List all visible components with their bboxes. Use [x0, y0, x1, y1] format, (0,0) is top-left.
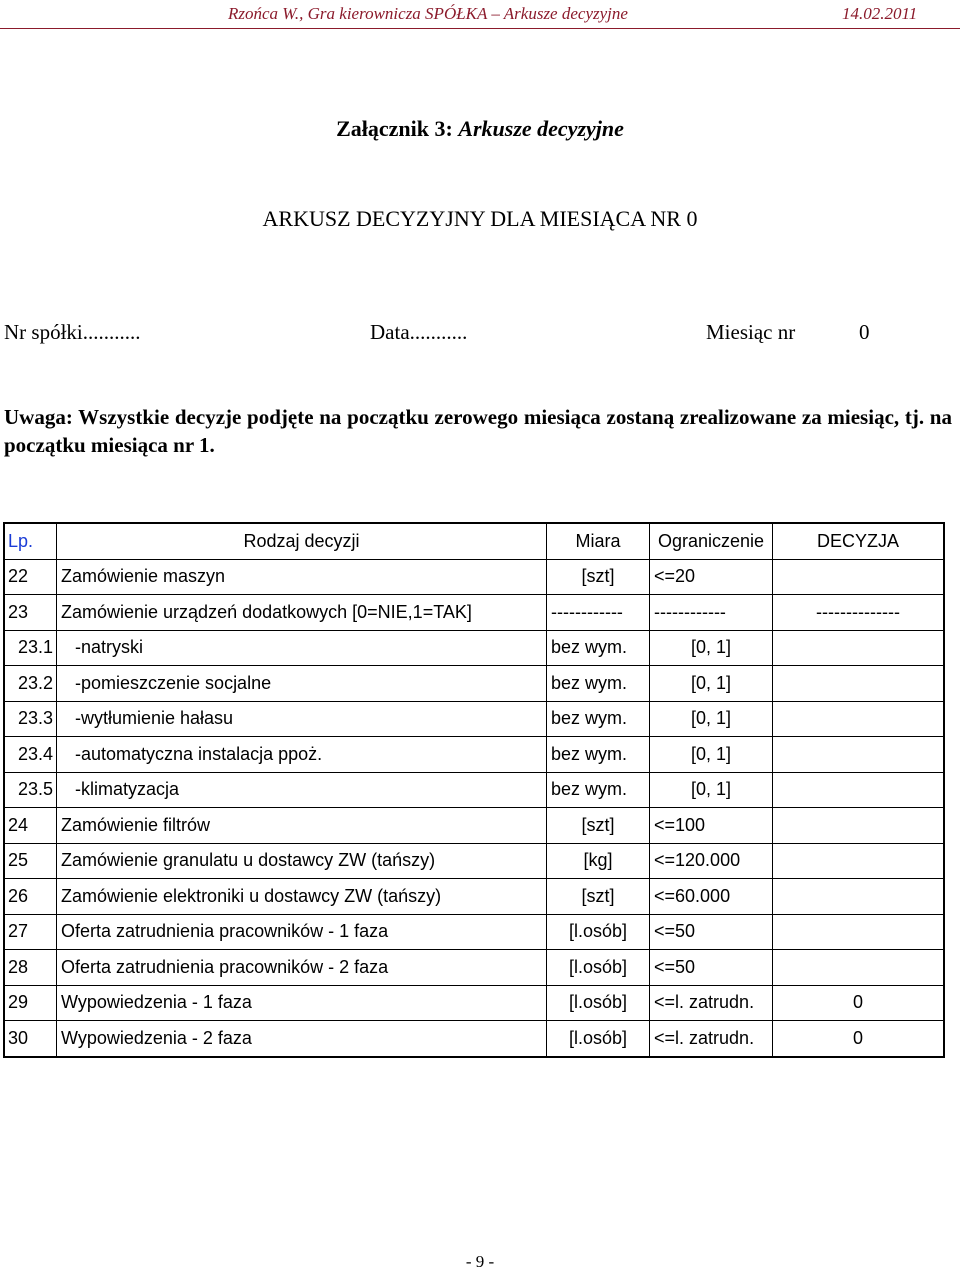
decision-table — [3, 522, 945, 1058]
row-unit: bez wym. — [547, 772, 650, 808]
row-decision-type: Wypowiedzenia - 1 faza — [57, 985, 547, 1021]
table-row — [4, 559, 944, 595]
row-limit: <=50 — [650, 950, 773, 986]
row-lp: 30 — [4, 1021, 57, 1057]
row-lp: 23.2 — [4, 666, 57, 702]
month-label: Miesiąc nr — [706, 320, 796, 344]
row-decision-type: Oferta zatrudnienia pracowników - 2 faza — [57, 950, 547, 986]
row-limit: <=120.000 — [650, 843, 773, 879]
table-row — [4, 879, 944, 915]
page-number: - 9 - — [465, 1252, 495, 1271]
row-unit: [kg] — [547, 843, 650, 879]
row-decision-cell[interactable] — [773, 737, 945, 773]
row-decision-cell[interactable]: -------------- — [773, 595, 945, 631]
row-decision-type: -natryski — [57, 630, 547, 666]
row-decision-type: Zamówienie granulatu u dostawcy ZW (tańszy) — [57, 843, 547, 879]
row-lp: 23 — [4, 595, 57, 631]
row-lp: 22 — [4, 559, 57, 595]
row-decision-cell[interactable] — [773, 666, 945, 702]
row-limit: <=20 — [650, 559, 773, 595]
running-header — [0, 4, 960, 26]
row-limit: [0, 1] — [650, 701, 773, 737]
table-row — [4, 737, 944, 773]
header-lp: Lp. — [4, 523, 57, 559]
row-unit: [szt] — [547, 559, 650, 595]
decision-table-body — [4, 523, 944, 1057]
row-unit: [l.osób] — [547, 950, 650, 986]
note-text: Uwaga: Wszystkie decyzje podjęte na początku zerowego miesiąca zostaną zrealizowane za miesiąc, tj. na początku miesiąca nr 1. — [4, 405, 952, 457]
row-decision-type: -pomieszczenie socjalne — [57, 666, 547, 702]
row-decision-type: -wytłumienie hałasu — [57, 701, 547, 737]
header-rule — [0, 28, 960, 29]
sheet-title: ARKUSZ DECYZYJNY DLA MIESIĄCA NR 0 — [262, 206, 698, 231]
table-row — [4, 630, 944, 666]
row-unit: bez wym. — [547, 737, 650, 773]
row-lp: 28 — [4, 950, 57, 986]
row-limit: <=50 — [650, 914, 773, 950]
date-field: Data........... — [370, 320, 468, 344]
header-limit: Ograniczenie — [650, 523, 773, 559]
row-limit: [0, 1] — [650, 737, 773, 773]
annex-title — [0, 116, 960, 142]
row-lp: 26 — [4, 879, 57, 915]
row-unit: [l.osób] — [547, 985, 650, 1021]
table-row — [4, 808, 944, 844]
row-lp: 25 — [4, 843, 57, 879]
row-limit: <=l. zatrudn. — [650, 985, 773, 1021]
row-decision-type: -klimatyzacja — [57, 772, 547, 808]
row-limit: [0, 1] — [650, 666, 773, 702]
table-row — [4, 1021, 944, 1057]
row-unit: bez wym. — [547, 666, 650, 702]
row-limit: ------------ — [650, 595, 773, 631]
table-row — [4, 843, 944, 879]
table-row — [4, 595, 944, 631]
header-date: 14.02.2011 — [842, 4, 918, 23]
row-unit: [szt] — [547, 879, 650, 915]
row-unit: bez wym. — [547, 701, 650, 737]
row-decision-cell[interactable]: 0 — [773, 1021, 945, 1057]
month-value: 0 — [859, 320, 870, 344]
row-unit: [szt] — [547, 808, 650, 844]
row-limit: [0, 1] — [650, 630, 773, 666]
row-lp: 23.4 — [4, 737, 57, 773]
row-decision-type: Zamówienie maszyn — [57, 559, 547, 595]
row-decision-cell[interactable] — [773, 950, 945, 986]
row-unit: bez wym. — [547, 630, 650, 666]
row-limit: [0, 1] — [650, 772, 773, 808]
row-decision-type: Zamówienie elektroniki u dostawcy ZW (tańszy) — [57, 879, 547, 915]
row-unit: [l.osób] — [547, 1021, 650, 1057]
header-decision: DECYZJA — [773, 523, 945, 559]
row-lp: 29 — [4, 985, 57, 1021]
annex-title-italic: Arkusze decyzyjne — [458, 116, 624, 141]
row-decision-cell[interactable]: 0 — [773, 985, 945, 1021]
row-limit: <=60.000 — [650, 879, 773, 915]
row-lp: 23.5 — [4, 772, 57, 808]
annex-prefix: Załącznik 3: — [336, 116, 459, 141]
header-name: Rodzaj decyzji — [57, 523, 547, 559]
row-decision-cell[interactable] — [773, 914, 945, 950]
row-decision-cell[interactable] — [773, 808, 945, 844]
row-decision-cell[interactable] — [773, 879, 945, 915]
table-row — [4, 914, 944, 950]
row-limit: <=100 — [650, 808, 773, 844]
row-decision-type: Oferta zatrudnienia pracowników - 1 faza — [57, 914, 547, 950]
table-row — [4, 701, 944, 737]
row-decision-cell[interactable] — [773, 701, 945, 737]
row-lp: 27 — [4, 914, 57, 950]
row-limit: <=l. zatrudn. — [650, 1021, 773, 1057]
header-unit: Miara — [547, 523, 650, 559]
table-row — [4, 985, 944, 1021]
row-decision-cell[interactable] — [773, 559, 945, 595]
row-unit: ------------ — [547, 595, 650, 631]
row-decision-type: Zamówienie filtrów — [57, 808, 547, 844]
header-title: Rzońca W., Gra kierownicza SPÓŁKA – Arkusze decyzyjne — [228, 4, 628, 23]
row-decision-type: Zamówienie urządzeń dodatkowych [0=NIE,1=TAK] — [57, 595, 547, 631]
row-decision-cell[interactable] — [773, 630, 945, 666]
row-decision-type: Wypowiedzenia - 2 faza — [57, 1021, 547, 1057]
table-row — [4, 950, 944, 986]
table-header-row — [4, 523, 944, 559]
table-row — [4, 666, 944, 702]
row-lp: 23.3 — [4, 701, 57, 737]
table-row — [4, 772, 944, 808]
row-unit: [l.osób] — [547, 914, 650, 950]
row-lp: 23.1 — [4, 630, 57, 666]
row-decision-cell[interactable] — [773, 772, 945, 808]
row-decision-type: -automatyczna instalacja ppoż. — [57, 737, 547, 773]
row-lp: 24 — [4, 808, 57, 844]
row-decision-cell[interactable] — [773, 843, 945, 879]
company-number: Nr spółki........... — [4, 320, 141, 344]
